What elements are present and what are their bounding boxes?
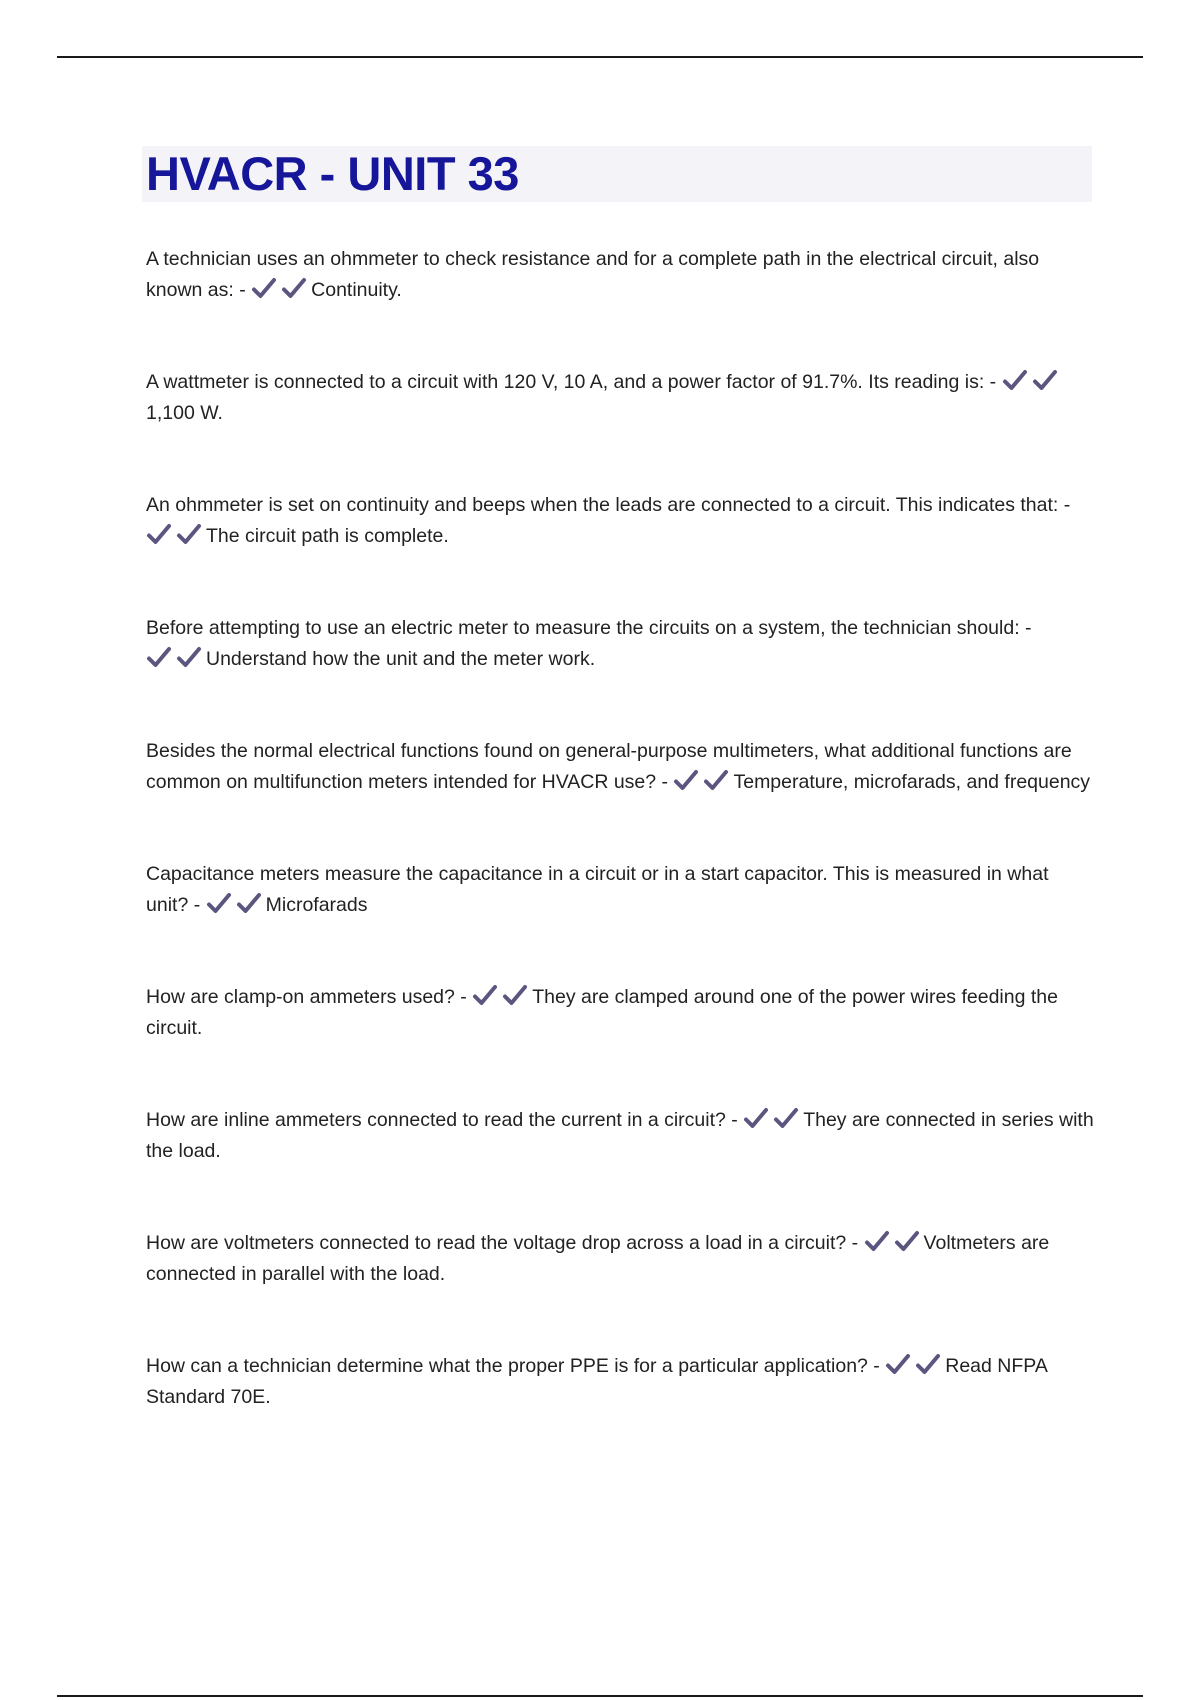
question-text: Capacitance meters measure the capacitance in a circuit or in a start capacitor. This is measured in what unit? - — [146, 863, 1049, 916]
double-check-icon — [673, 771, 733, 793]
check-icon — [236, 892, 262, 914]
question-text: Before attempting to use an electric meter to measure the circuits on a system, the technician should: - — [146, 617, 1032, 639]
check-icon — [894, 1230, 920, 1252]
check-icon — [251, 277, 277, 299]
double-check-icon — [864, 1232, 924, 1254]
check-icon — [1002, 369, 1028, 391]
qa-item — [146, 982, 1096, 1044]
question-text: How are voltmeters connected to read the voltage drop across a load in a circuit? - — [146, 1232, 859, 1254]
question-text: A technician uses an ohmmeter to check resistance and for a complete path in the electrical circuit, also known as: - — [146, 248, 1040, 301]
check-icon — [176, 523, 202, 545]
check-icon — [743, 1107, 769, 1129]
answer-text: They are connected in series with the load. — [146, 1109, 1094, 1162]
qa-item — [146, 1351, 1096, 1413]
question-text: How are inline ammeters connected to read the current in a circuit? - — [146, 1109, 738, 1131]
check-icon — [703, 769, 729, 791]
answer-text: Read NFPA Standard 70E. — [146, 1355, 1047, 1408]
header-rule — [57, 56, 1143, 58]
answer-text: Understand how the unit and the meter work. — [206, 648, 596, 670]
check-icon — [206, 892, 232, 914]
check-icon — [673, 769, 699, 791]
answer-text: Continuity. — [311, 279, 402, 301]
question-text: An ohmmeter is set on continuity and beeps when the leads are connected to a circuit. This indicates that: - — [146, 494, 1071, 516]
qa-item — [146, 736, 1096, 798]
answer-text: 1,100 W. — [146, 402, 223, 424]
question-text: How are clamp-on ammeters used? - — [146, 986, 467, 1008]
question-text: Besides the normal electrical functions found on general-purpose multimeters, what additional functions are common on multifunction meters intended for HVACR use? - — [146, 740, 1072, 793]
double-check-icon — [743, 1109, 803, 1131]
qa-item — [146, 1228, 1096, 1290]
check-icon — [146, 523, 172, 545]
double-check-icon — [1002, 371, 1062, 393]
qa-item — [146, 859, 1096, 921]
qa-list — [146, 244, 1096, 1413]
double-check-icon — [472, 986, 532, 1008]
check-icon — [773, 1107, 799, 1129]
check-icon — [176, 646, 202, 668]
qa-item — [146, 244, 1096, 306]
footer-rule — [57, 1695, 1143, 1697]
check-icon — [1032, 369, 1058, 391]
check-icon — [864, 1230, 890, 1252]
check-icon — [885, 1353, 911, 1375]
question-text: How can a technician determine what the proper PPE is for a particular application? - — [146, 1355, 880, 1377]
answer-text: The circuit path is complete. — [206, 525, 449, 547]
double-check-icon — [146, 648, 206, 670]
check-icon — [472, 984, 498, 1006]
answer-text: They are clamped around one of the power wires feeding the circuit. — [146, 986, 1058, 1039]
answer-text: Microfarads — [265, 894, 368, 916]
question-text: A wattmeter is connected to a circuit with 120 V, 10 A, and a power factor of 91.7%. Its reading is: - — [146, 371, 997, 393]
double-check-icon — [146, 525, 206, 547]
double-check-icon — [251, 279, 311, 301]
qa-item — [146, 367, 1096, 429]
check-icon — [281, 277, 307, 299]
answer-text: Voltmeters are connected in parallel with the load. — [146, 1232, 1050, 1285]
check-icon — [146, 646, 172, 668]
qa-item — [146, 1105, 1096, 1167]
qa-item — [146, 490, 1096, 552]
answer-text: Temperature, microfarads, and frequency — [733, 771, 1091, 793]
double-check-icon — [885, 1355, 945, 1377]
check-icon — [915, 1353, 941, 1375]
check-icon — [502, 984, 528, 1006]
document-title: HVACR - UNIT 33 — [146, 147, 519, 200]
double-check-icon — [206, 894, 266, 916]
qa-item — [146, 613, 1096, 675]
